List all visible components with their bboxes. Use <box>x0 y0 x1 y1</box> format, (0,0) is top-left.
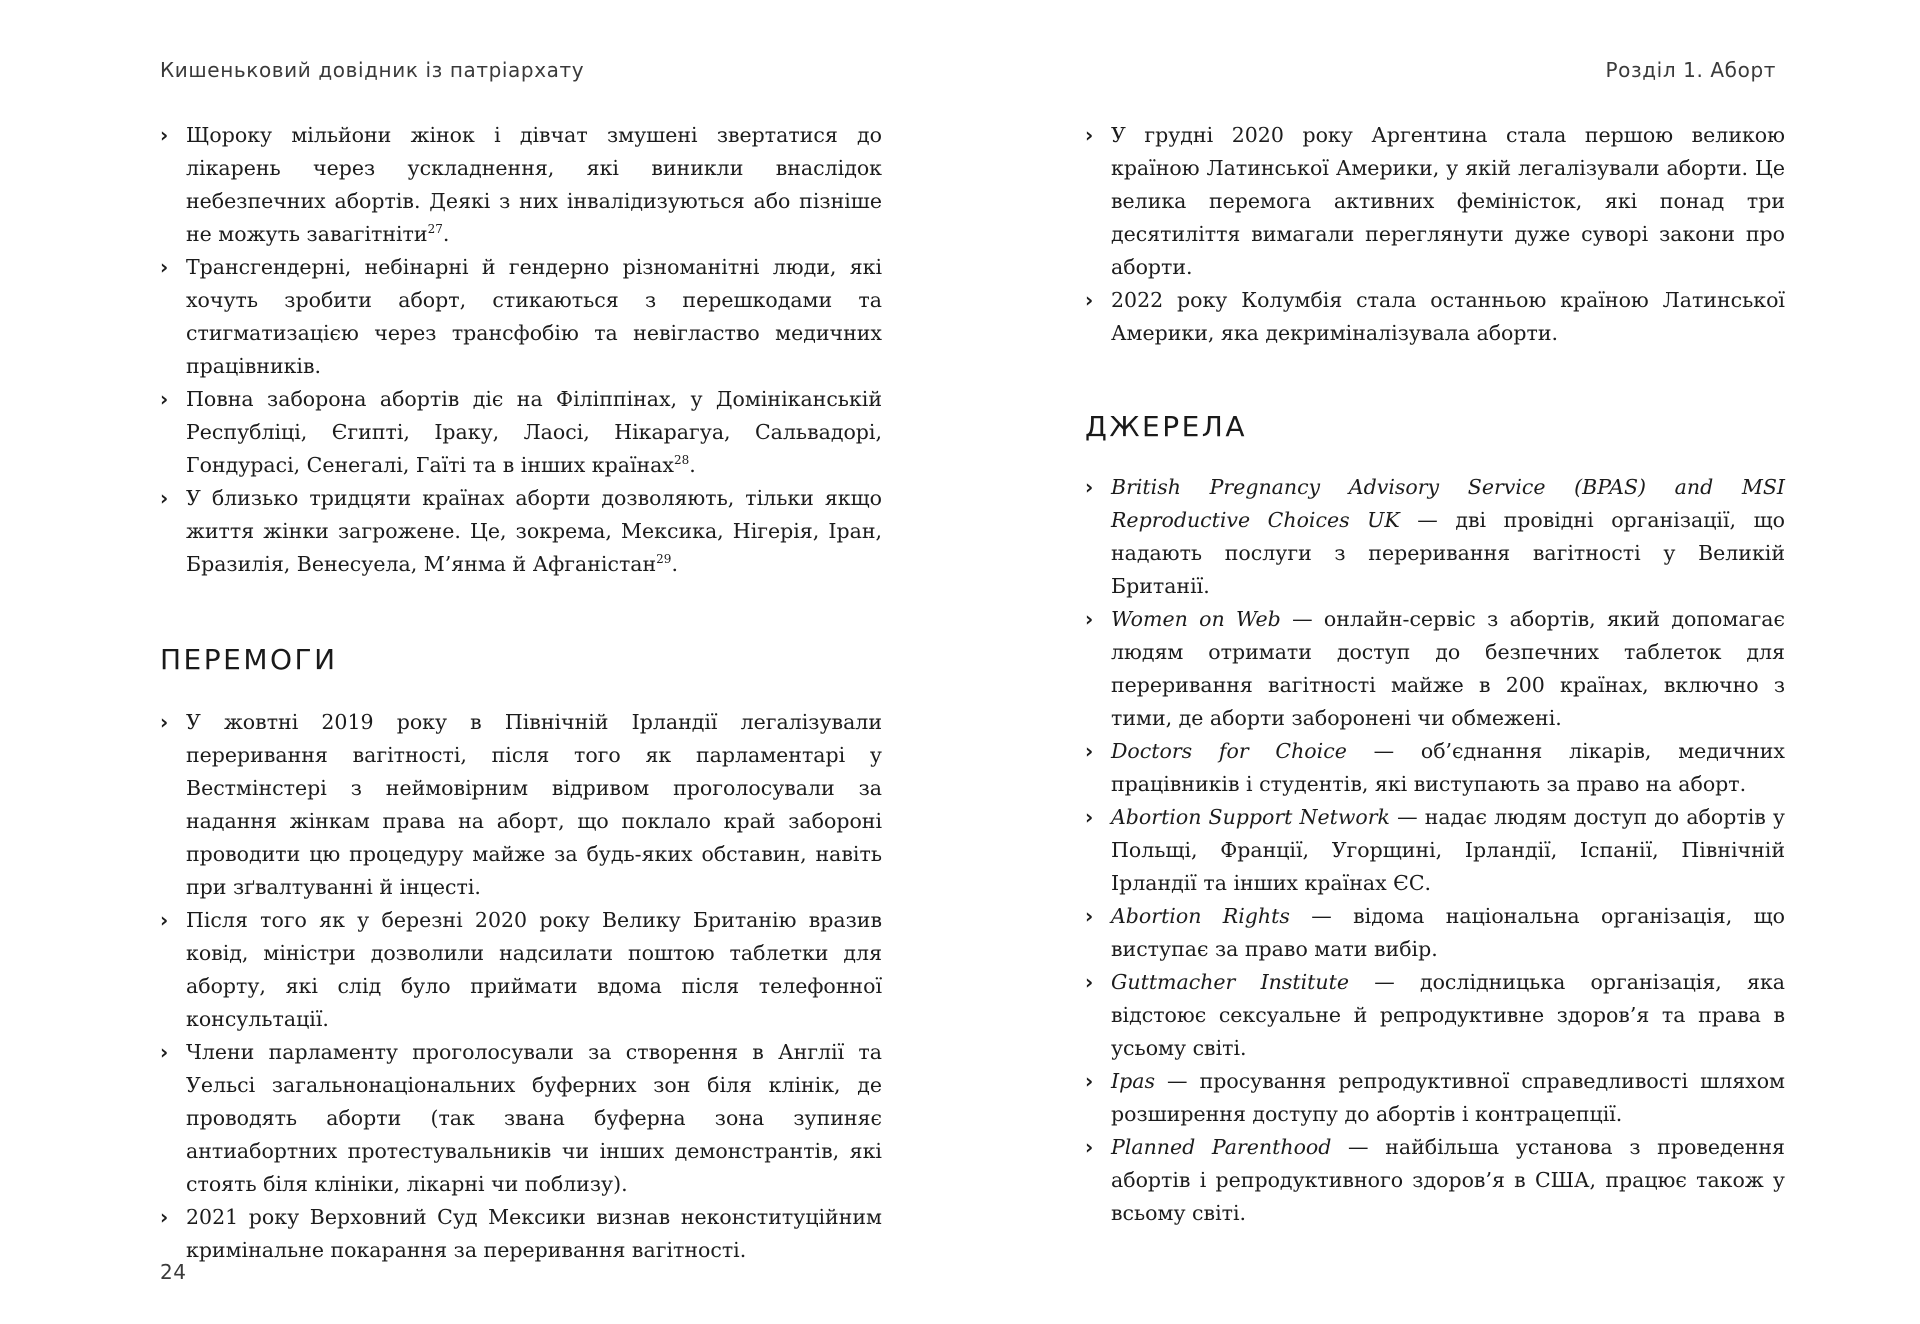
list-item: › У близько тридцяти країнах аборти дозволяють, тільки якщо життя жінки загрожене. Це, зокрема, Мексика, Нігерія, Іран, Бразилія, Венесуела, М’янма й Афганістан$^{29}$. <box>160 482 882 581</box>
source-name: Guttmacher Institute <box>1111 970 1349 994</box>
list-item: › Guttmacher Institute — дослідницька організація, яка відстоює сексуальне й репродуктивне здоров’я та права в усьому світі. <box>1085 966 1785 1065</box>
sources-list <box>1085 471 1785 1230</box>
source-name: Ipas <box>1111 1069 1155 1093</box>
section-heading-sources: ДЖЕРЕЛА <box>1085 410 1248 443</box>
section-heading-victories: ПЕРЕМОГИ <box>160 643 338 676</box>
source-name: Abortion Support Network <box>1111 805 1390 829</box>
bullet-chevron-icon: › <box>160 1205 169 1229</box>
source-name: Planned Parenthood <box>1111 1135 1332 1159</box>
list-item: › British Pregnancy Advisory Service (BPAS) and MSI Reproductive Choices UK — дві провідні організації, що надають послуги з переривання вагітності у Великій Британії. <box>1085 471 1785 603</box>
list-item: › Трансгендерні, небінарні й гендерно різноманітні люди, які хочуть зробити аборт, стикаються з перешкодами та стигматизацією через трансфобію та невігластво медичних працівників. <box>160 251 882 383</box>
right-page-column <box>1085 119 1785 1230</box>
victories-continued-list <box>1085 119 1785 350</box>
list-item: › Planned Parenthood — найбільша установа з проведення абортів і репродуктивного здоров’я в США, працює також у всьому світі. <box>1085 1131 1785 1230</box>
running-head-chapter: Розділ 1. Аборт <box>1605 58 1776 82</box>
bullet-chevron-icon: › <box>1085 475 1094 499</box>
source-name: Abortion Rights <box>1111 904 1290 928</box>
list-item: › Abortion Rights — відома національна організація, що виступає за право мати вибір. <box>1085 900 1785 966</box>
bullet-chevron-icon: › <box>160 1040 169 1064</box>
bullet-chevron-icon: › <box>1085 607 1094 631</box>
bullet-chevron-icon: › <box>160 486 169 510</box>
list-item: › Women on Web — онлайн-сервіс з абортів, який допомагає людям отримати доступ до безпечних таблеток для переривання вагітності майже в 200 країнах, включно з тими, де аборти заборонені чи обмежені. <box>1085 603 1785 735</box>
source-name: Women on Web <box>1111 607 1281 631</box>
list-item: › Щороку мільйони жінок і дівчат змушені звертатися до лікарень через ускладнення, які виникли внаслідок небезпечних абортів. Деякі з них інвалідизуються або пізніше не можуть завагітніти$^{27}$. <box>160 119 882 251</box>
list-item: › Повна заборона абортів діє на Філіппінах, у Домініканській Республіці, Єгипті, Іраку, Лаосі, Нікарагуа, Сальвадорі, Гондурасі, Сенегалі, Гаїті та в інших країнах$^{28}$. <box>160 383 882 482</box>
bullet-chevron-icon: › <box>160 908 169 932</box>
list-item: › У грудні 2020 року Аргентина стала першою великою країною Латинської Америки, у якій легалізували аборти. Це велика перемога активних феміністок, які понад три десятиліття вимагали переглянути дуже суворі закони про аборти. <box>1085 119 1785 284</box>
bullet-chevron-icon: › <box>1085 288 1094 312</box>
intro-facts-list <box>160 119 882 581</box>
bullet-chevron-icon: › <box>160 387 169 411</box>
list-item: › Члени парламенту проголосували за створення в Англії та Уельсі загальнонаціональних буферних зон біля клінік, де проводять аборти (так звана буферна зона зупиняє антиабортних протестувальників чи інших демонстрантів, які стоять біля клініки, лікарні чи поблизу). <box>160 1036 882 1201</box>
bullet-chevron-icon: › <box>1085 123 1094 147</box>
bullet-chevron-icon: › <box>1085 1069 1094 1093</box>
list-item: › Після того як у березні 2020 року Велику Британію вразив ковід, міністри дозволили надсилати поштою таблетки для аборту, які слід було приймати вдома після телефонної консультації. <box>160 904 882 1036</box>
list-item: › Abortion Support Network — надає людям доступ до абортів у Польщі, Франції, Угорщині, Ірландії, Іспанії, Північній Ірландії та інших країнах ЄС. <box>1085 801 1785 900</box>
page-number: 24 <box>160 1260 187 1284</box>
bullet-chevron-icon: › <box>160 710 169 734</box>
bullet-chevron-icon: › <box>1085 970 1094 994</box>
bullet-chevron-icon: › <box>1085 805 1094 829</box>
list-item: › 2021 року Верховний Суд Мексики визнав неконституційним кримінальне покарання за переривання вагітності. <box>160 1201 882 1267</box>
footnote-ref: 27 <box>427 222 443 237</box>
footnote-ref: 29 <box>656 552 672 567</box>
source-name: British Pregnancy Advisory Service (BPAS) and MSI Reproductive Choices UK <box>1111 475 1785 532</box>
bullet-chevron-icon: › <box>160 255 169 279</box>
list-item: › 2022 року Колумбія стала останньою країною Латинської Америки, яка декриміналізувала аборти. <box>1085 284 1785 350</box>
bullet-chevron-icon: › <box>1085 1135 1094 1159</box>
victories-list <box>160 706 882 1267</box>
bullet-chevron-icon: › <box>1085 904 1094 928</box>
running-head-book-title: Кишеньковий довідник із патріархату <box>160 58 585 82</box>
bullet-chevron-icon: › <box>1085 739 1094 763</box>
list-item: › Doctors for Choice — об’єднання лікарів, медичних працівників і студентів, які виступають за право на аборт. <box>1085 735 1785 801</box>
list-item: › У жовтні 2019 року в Північній Ірландії легалізували переривання вагітності, після того як парламентарі у Вестмінстері з неймовірним відривом проголосували за надання жінкам права на аборт, що поклало край забороні проводити цю процедуру майже за будь-яких обставин, навіть при зґвалтуванні й інцесті. <box>160 706 882 904</box>
source-name: Doctors for Choice <box>1111 739 1347 763</box>
list-item: › Ipas — просування репродуктивної справедливості шляхом розширення доступу до абортів і контрацепції. <box>1085 1065 1785 1131</box>
bullet-chevron-icon: › <box>160 123 169 147</box>
left-page-column <box>160 119 882 1267</box>
footnote-ref: 28 <box>673 453 690 468</box>
